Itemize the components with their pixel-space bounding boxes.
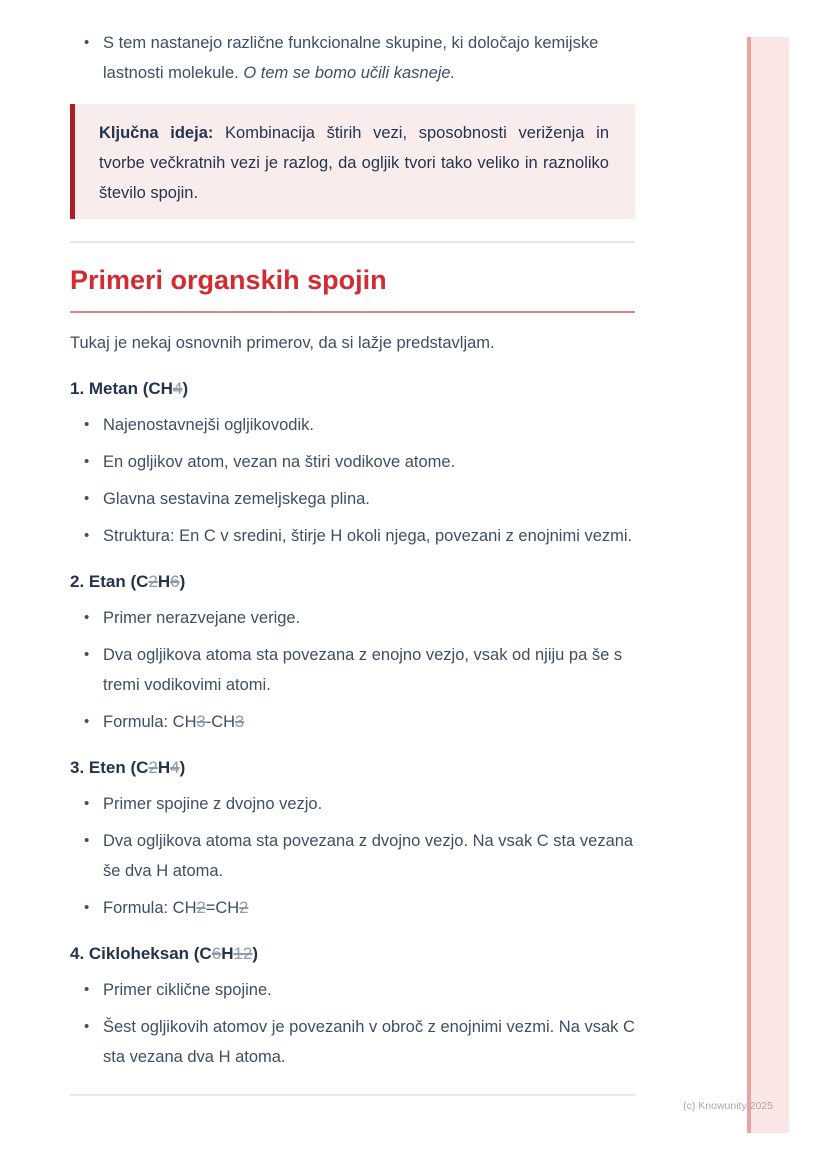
text-segment: Ključna ideja:: [99, 124, 214, 142]
text-segment: H: [221, 944, 234, 963]
section-divider-bottom: [70, 1094, 635, 1096]
compound-heading: [70, 378, 635, 400]
section-intro: Tukaj je nekaj osnovnih primerov, da si lažje predstavljam.: [70, 334, 495, 352]
compound-list: [70, 378, 635, 1072]
text-segment: 1. Metan (CH: [70, 379, 173, 398]
text-segment: Primer spojine z dvojno vezjo.: [103, 795, 323, 813]
compound-bullet-list: [70, 603, 635, 737]
text-segment: Dva ogljikova atoma sta povezana z enojno vezjo, vsak od njiju pa še s tremi vodikovimi atomi.: [103, 646, 623, 694]
bullet-item: [70, 447, 635, 477]
compound-heading: [70, 757, 635, 779]
copyright-footer: (c) Knowunity 2025: [683, 1100, 773, 1112]
text-segment: Formula: CH: [103, 899, 197, 917]
text-segment: Struktura: En C v sredini, štirje H okoli njega, povezani z enojnimi vezmi.: [103, 527, 633, 545]
bullet-item: [70, 410, 635, 440]
bullet-item: [70, 707, 635, 737]
bullet-item: [70, 484, 635, 514]
formula-subscript: 2: [148, 572, 158, 591]
page-edge-highlight: [747, 37, 789, 1133]
bullet-item: [70, 975, 635, 1005]
bullet-item: [70, 1012, 635, 1072]
text-segment: ): [182, 379, 189, 398]
bullet-item: [70, 789, 635, 819]
formula-subscript: 2: [196, 899, 206, 917]
text-segment: Dva ogljikova atoma sta povezana z dvojno vezjo. Na vsak C sta vezana še dva H atoma.: [103, 832, 634, 880]
section-title: Primeri organskih spojin: [70, 265, 635, 313]
bullet-item: [70, 640, 635, 700]
compound-heading: [70, 943, 635, 965]
bullet-item: [70, 28, 635, 88]
compound-bullet-list: [70, 410, 635, 551]
bullet-item: [70, 893, 635, 923]
text-segment: Formula: CH: [103, 713, 197, 731]
page-content: [70, 0, 635, 1096]
text-segment: =CH: [205, 899, 240, 917]
bullet-item: [70, 603, 635, 633]
text-segment: Najenostavnejši ogljikovodik.: [103, 416, 314, 434]
text-segment: H: [157, 572, 171, 591]
compound-heading: [70, 571, 635, 593]
text-segment: ): [252, 944, 259, 963]
text-segment: Kombinacija štirih vezi, sposobnosti veriženja in tvorbe večkratnih vezi je razlog, da ogljik tvori tako veliko in raznoliko število spojin.: [99, 124, 609, 202]
formula-subscript: 3: [196, 713, 206, 731]
formula-subscript: 4: [170, 758, 180, 777]
callout-text: [99, 118, 609, 208]
formula-subscript: 6: [211, 944, 222, 963]
text-segment: H: [157, 758, 171, 777]
text-segment: 3. Eten (C: [70, 758, 149, 777]
formula-subscript: 3: [235, 713, 245, 731]
text-segment: Glavna sestavina zemeljskega plina.: [103, 490, 370, 508]
text-segment: S tem nastanejo različne funkcionalne skupine, ki določajo kemijske lastnosti molekule.: [103, 34, 599, 82]
bullet-item: [70, 521, 635, 551]
key-idea-callout: [70, 104, 635, 219]
text-segment: -CH: [205, 713, 236, 731]
text-segment: Primer ciklične spojine.: [103, 981, 272, 999]
intro-bullet-text: [103, 34, 598, 82]
intro-bullet-list: [70, 28, 635, 88]
text-segment: ): [179, 758, 186, 777]
text-segment: 2. Etan (C: [70, 572, 149, 591]
text-segment: Šest ogljikovih atomov je povezanih v obroč z enojnimi vezmi. Na vsak C sta vezana dva H atoma.: [103, 1018, 635, 1066]
formula-subscript: 4: [172, 379, 183, 398]
text-segment: O tem se bomo učili kasneje.: [243, 64, 456, 82]
text-segment: 4. Cikloheksan (C: [70, 944, 212, 963]
text-segment: En ogljikov atom, vezan na štiri vodikove atome.: [103, 453, 456, 471]
formula-subscript: 2: [239, 899, 249, 917]
formula-subscript: 12: [233, 944, 253, 963]
text-segment: ): [179, 572, 186, 591]
compound-bullet-list: [70, 789, 635, 923]
formula-subscript: 6: [170, 572, 180, 591]
compound-bullet-list: [70, 975, 635, 1072]
formula-subscript: 2: [148, 758, 158, 777]
section-divider-top: [70, 241, 635, 243]
bullet-item: [70, 826, 635, 886]
text-segment: Primer nerazvejane verige.: [103, 609, 301, 627]
